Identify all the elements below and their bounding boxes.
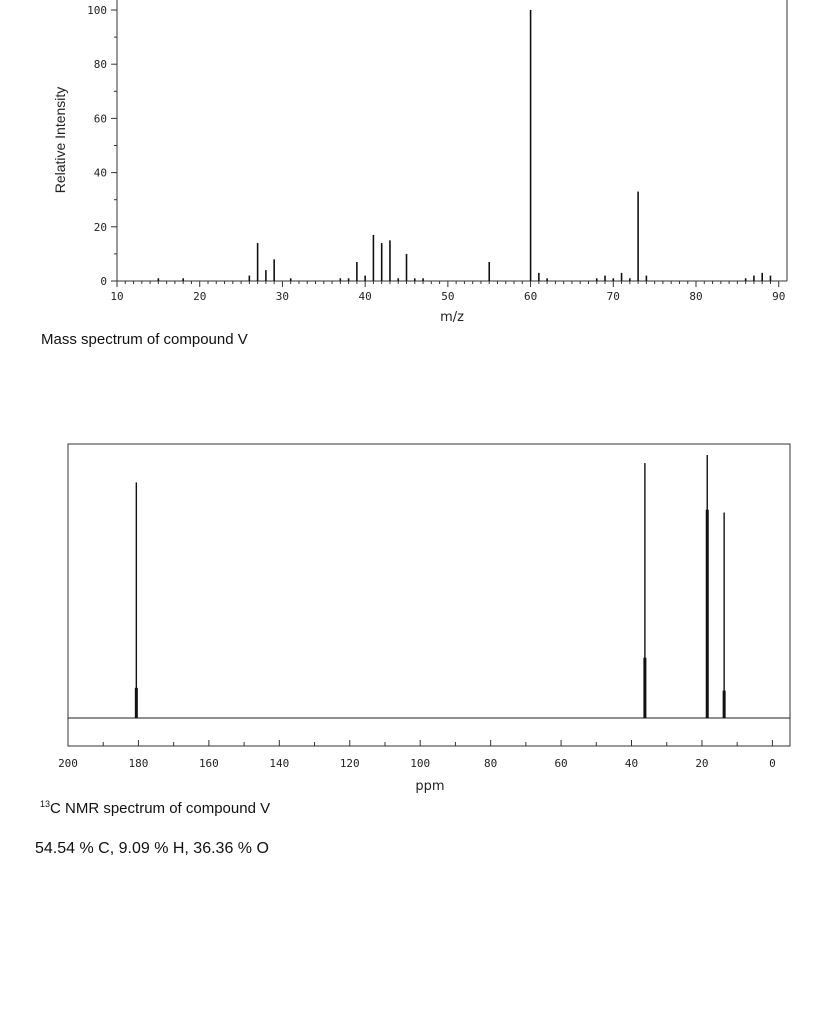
- nmr-x-tick-label: 120: [339, 757, 360, 770]
- ms-y-tick-label: 20: [93, 220, 107, 234]
- ms-y-tick-label: 40: [93, 166, 107, 180]
- ms-x-tick-label: 90: [772, 290, 786, 303]
- nmr-x-ticks: [58, 740, 776, 770]
- ms-x-tick-label: 20: [193, 290, 207, 303]
- nmr-x-axis-label: ppm: [415, 779, 445, 794]
- nmr-x-tick-label: 160: [198, 757, 219, 770]
- nmr-x-tick-label: 20: [695, 757, 709, 770]
- nmr-x-tick-label: 60: [554, 757, 568, 770]
- mass-spectrum-chart: [0, 0, 822, 330]
- nmr-caption-text: C NMR spectrum of compound V: [50, 800, 271, 817]
- ms-x-tick-label: 30: [275, 290, 290, 303]
- ms-axes: [117, 0, 787, 281]
- ms-x-axis-label: m/z: [440, 310, 464, 325]
- elemental-composition: 54.54 % C, 9.09 % H, 36.36 % O: [35, 840, 269, 857]
- ms-y-ticks: [87, 4, 117, 288]
- nmr-x-tick-label: 200: [58, 757, 78, 770]
- ms-x-ticks: [110, 281, 785, 303]
- ms-y-tick-label: 0: [100, 275, 107, 288]
- nmr-spectrum-chart: [0, 430, 822, 794]
- ms-y-tick-label: 80: [93, 58, 107, 72]
- ms-x-tick-label: 50: [441, 290, 455, 303]
- ms-x-tick-label: 70: [606, 290, 620, 303]
- nmr-x-tick-label: 180: [128, 757, 149, 770]
- ms-x-tick-label: 80: [689, 290, 703, 303]
- nmr-x-tick-label: 100: [410, 757, 431, 770]
- ms-y-tick-label: 60: [93, 112, 107, 126]
- ms-caption: Mass spectrum of compound V: [41, 331, 248, 348]
- ms-x-tick-label: 10: [110, 290, 124, 303]
- ms-bars: [158, 10, 770, 281]
- nmr-caption-isotope: 13: [40, 799, 51, 809]
- nmr-frame: [68, 444, 790, 746]
- nmr-x-tick-label: 40: [624, 757, 639, 770]
- ms-x-tick-label: 60: [523, 290, 538, 303]
- nmr-x-tick-label: 0: [769, 757, 776, 770]
- nmr-caption: [40, 799, 270, 817]
- nmr-x-tick-label: 140: [269, 757, 290, 770]
- nmr-x-tick-label: 80: [484, 757, 498, 770]
- ms-y-axis-label: Relative Intensity: [52, 86, 68, 194]
- nmr-peaks: [136, 455, 724, 718]
- ms-x-tick-label: 40: [358, 290, 372, 303]
- ms-y-tick-label: 100: [87, 4, 107, 17]
